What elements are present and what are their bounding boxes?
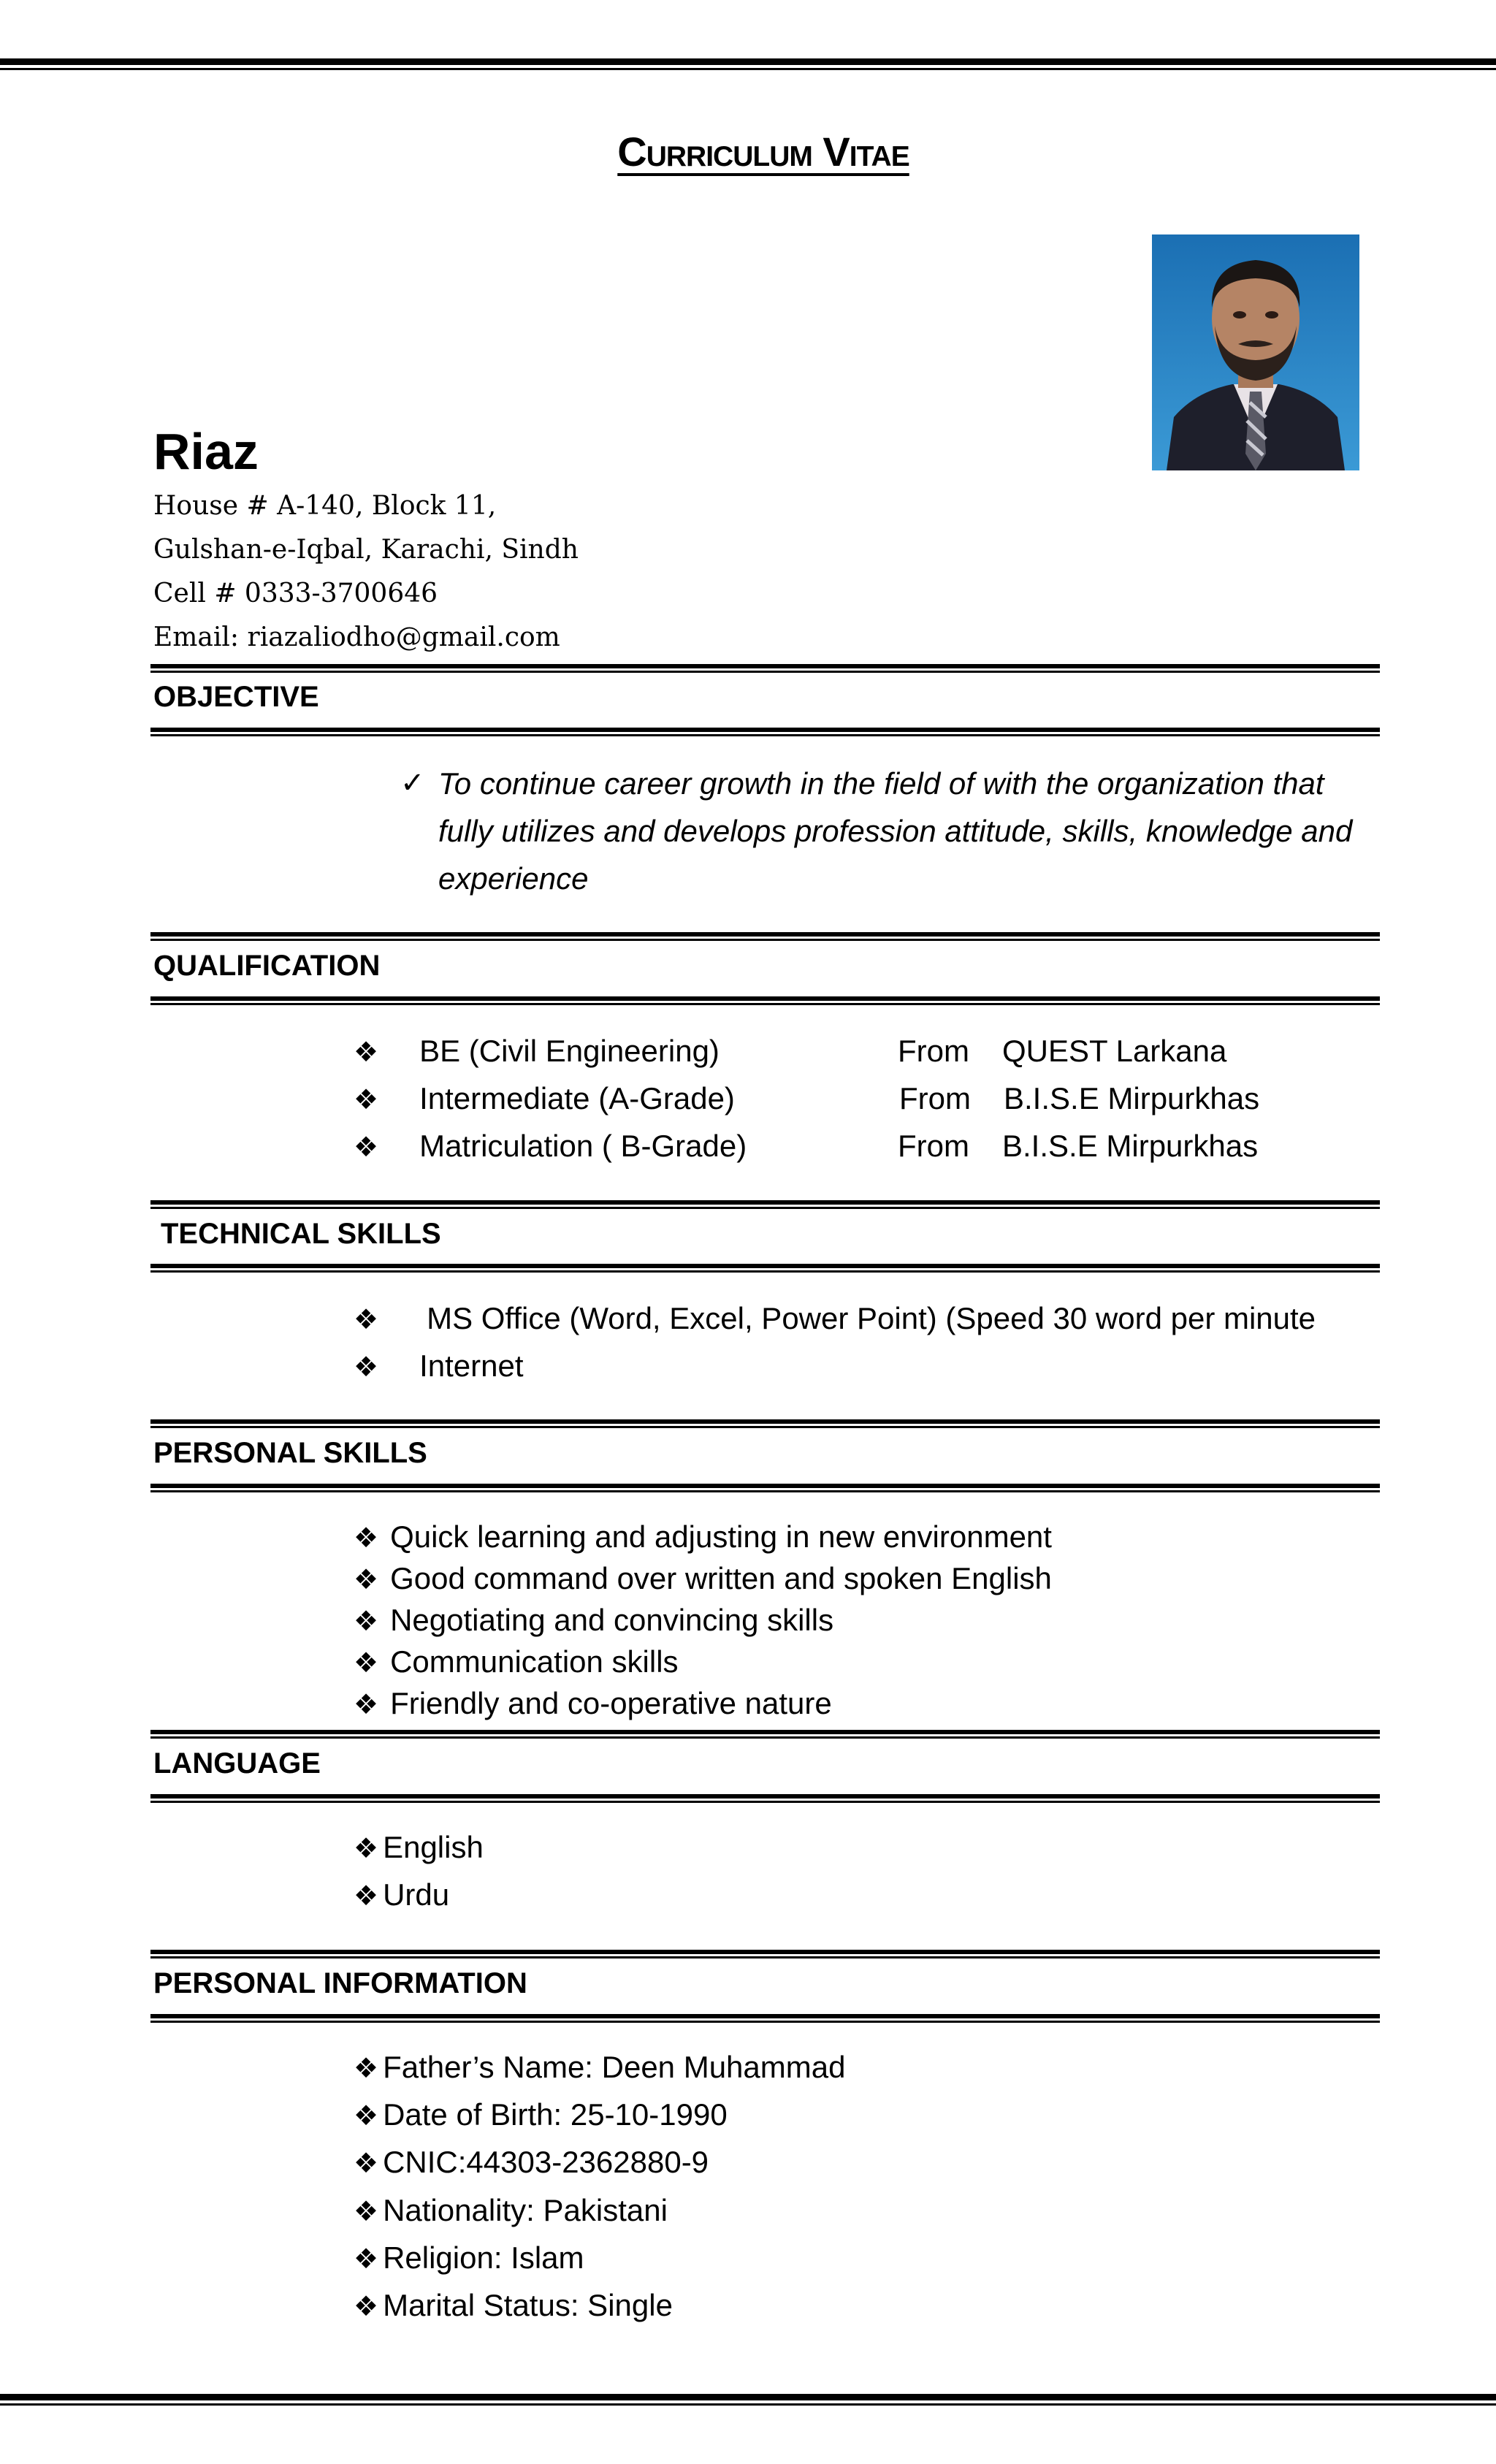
list-item <box>354 2050 845 2085</box>
list-item <box>354 1349 524 1384</box>
section-rule <box>150 996 1380 1005</box>
qualification-institute: B.I.S.E Mirpurkhas <box>1002 1129 1259 1163</box>
list-item <box>354 1830 484 1865</box>
qualification-institute: B.I.S.E Mirpurkhas <box>1004 1081 1260 1115</box>
profile-photo <box>1152 234 1359 470</box>
technical-skill: Internet <box>419 1349 524 1383</box>
qualification-degree: BE (Civil Engineering) <box>419 1034 720 1068</box>
document-title: Curriculum Vitae <box>617 129 909 175</box>
section-rule <box>150 1419 1380 1428</box>
cell-number: Cell # 0333-3700646 <box>153 579 438 609</box>
address-line-1: House # A-140, Block 11, <box>153 491 497 521</box>
qualification-from: From <box>899 1081 971 1115</box>
diamond-bullet-icon: ❖ <box>354 1131 379 1163</box>
diamond-bullet-icon: ❖ <box>354 1563 379 1595</box>
diamond-bullet-icon: ❖ <box>354 1036 379 1068</box>
list-item <box>354 1644 679 1679</box>
technical-skill: MS Office (Word, Excel, Power Point) (Speed 30 word per minute <box>427 1301 1316 1335</box>
qualification-degree: Matriculation ( B-Grade) <box>419 1129 747 1163</box>
qualification-heading: QUALIFICATION <box>153 950 381 982</box>
language-item: English <box>383 1830 484 1864</box>
diamond-bullet-icon: ❖ <box>354 2052 379 2084</box>
language-heading: LANGUAGE <box>153 1747 321 1780</box>
list-item <box>354 2145 709 2180</box>
section-rule <box>150 1950 1380 1958</box>
list-item <box>354 1129 747 1164</box>
objective-text-block <box>400 760 1381 902</box>
personal-skill: Communication skills <box>390 1644 679 1679</box>
section-rule <box>150 1730 1380 1739</box>
list-item <box>354 2097 728 2132</box>
diamond-bullet-icon: ❖ <box>354 2147 379 2179</box>
diamond-bullet-icon: ❖ <box>354 1083 379 1115</box>
diamond-bullet-icon: ❖ <box>354 1880 379 1912</box>
technical-skills-heading: TECHNICAL SKILLS <box>161 1218 441 1250</box>
qualification-degree: Intermediate (A-Grade) <box>419 1081 735 1115</box>
qualification-from: From <box>898 1034 969 1068</box>
list-item <box>354 1686 832 1721</box>
top-page-rule <box>0 58 1496 70</box>
list-item <box>354 2288 673 2323</box>
personal-info-item: Nationality: Pakistani <box>383 2193 668 2227</box>
diamond-bullet-icon: ❖ <box>354 2243 379 2275</box>
section-rule <box>150 1484 1380 1492</box>
email-address: Email: riazaliodho@gmail.com <box>153 622 560 652</box>
section-rule <box>150 1794 1380 1803</box>
diamond-bullet-icon: ❖ <box>354 1647 379 1679</box>
diamond-bullet-icon: ❖ <box>354 1303 379 1335</box>
personal-info-item: Father’s Name: Deen Muhammad <box>383 2050 846 2084</box>
diamond-bullet-icon: ❖ <box>354 2099 379 2132</box>
diamond-bullet-icon: ❖ <box>354 2290 379 2322</box>
diamond-bullet-icon: ❖ <box>354 2195 379 2227</box>
personal-skill: Friendly and co-operative nature <box>390 1686 832 1720</box>
list-item <box>354 2193 668 2228</box>
diamond-bullet-icon: ❖ <box>354 1605 379 1637</box>
list-item <box>354 1081 735 1116</box>
section-rule <box>150 1200 1380 1209</box>
check-icon: ✓ <box>400 767 425 799</box>
list-item <box>354 1519 1052 1555</box>
objective-text: To continue career growth in the field of with the organization that fully utilizes and develops profession attitude, skills, knowledge and experience <box>438 766 1353 896</box>
personal-information-heading: PERSONAL INFORMATION <box>153 1967 527 1999</box>
list-item <box>354 1603 833 1638</box>
personal-skills-heading: PERSONAL SKILLS <box>153 1437 427 1469</box>
diamond-bullet-icon: ❖ <box>354 1351 379 1383</box>
language-item: Urdu <box>383 1877 450 1912</box>
list-item <box>354 1034 720 1069</box>
personal-info-item: Marital Status: Single <box>383 2288 673 2322</box>
list-item <box>354 1561 1052 1596</box>
personal-info-item: Religion: Islam <box>383 2240 584 2275</box>
section-rule <box>150 1264 1380 1273</box>
objective-heading: OBJECTIVE <box>153 681 319 713</box>
section-rule <box>150 932 1380 941</box>
personal-skill: Negotiating and convincing skills <box>390 1603 834 1637</box>
list-item <box>354 1877 449 1912</box>
qualification-institute: QUEST Larkana <box>1002 1034 1227 1068</box>
section-rule <box>150 728 1380 736</box>
address-line-2: Gulshan-e-Iqbal, Karachi, Sindh <box>153 535 579 565</box>
list-item <box>354 2240 584 2276</box>
diamond-bullet-icon: ❖ <box>354 1832 379 1864</box>
candidate-name: Riaz <box>153 423 259 480</box>
personal-info-item: Date of Birth: 25-10-1990 <box>383 2097 728 2132</box>
bottom-page-rule <box>0 2394 1496 2406</box>
diamond-bullet-icon: ❖ <box>354 1688 379 1720</box>
list-item <box>354 1301 1316 1336</box>
personal-skill: Quick learning and adjusting in new environment <box>390 1519 1052 1554</box>
diamond-bullet-icon: ❖ <box>354 1522 379 1554</box>
qualification-from: From <box>898 1129 969 1163</box>
personal-skill: Good command over written and spoken English <box>390 1561 1052 1595</box>
personal-info-item: CNIC:44303-2362880-9 <box>383 2145 709 2179</box>
section-rule <box>150 664 1380 673</box>
section-rule <box>150 2014 1380 2023</box>
